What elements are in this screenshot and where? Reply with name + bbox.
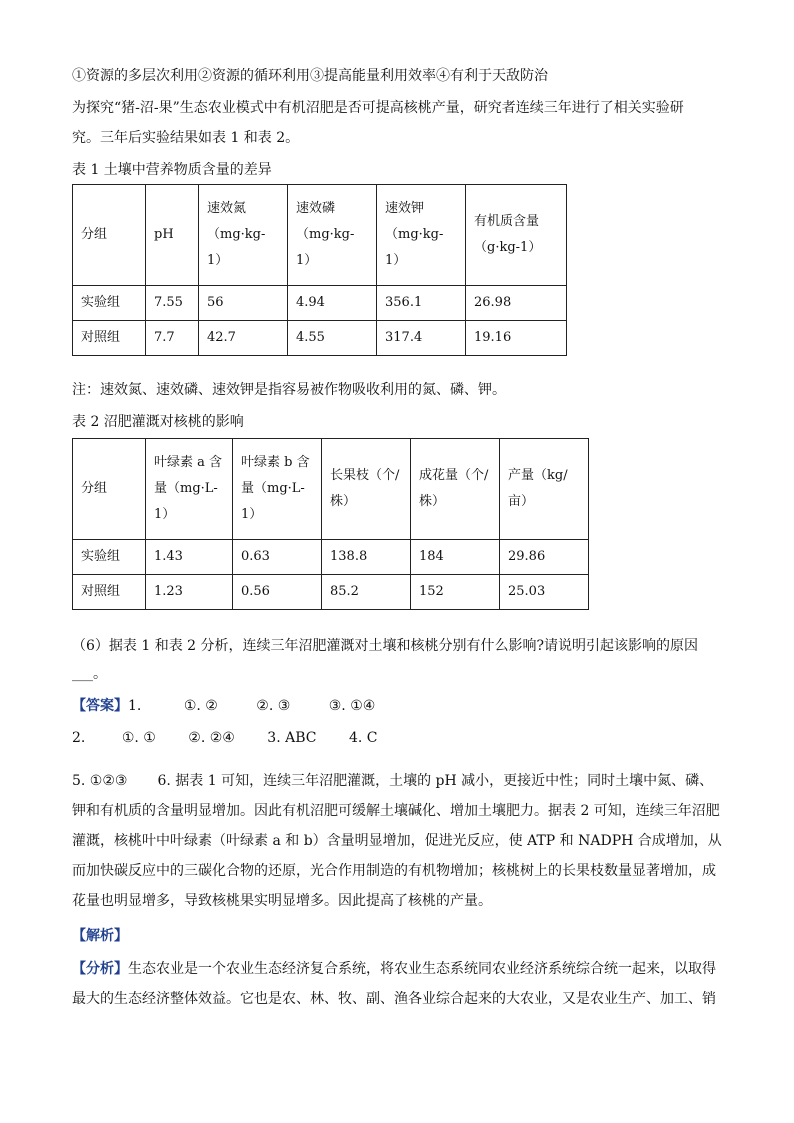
table2-header-cell: 分组 <box>73 439 146 540</box>
table2-cell: 0.63 <box>233 540 322 575</box>
table2-cell: 184 <box>411 540 500 575</box>
answer-item: ①. ① <box>121 730 156 746</box>
answer-item: ①. ② <box>183 698 218 714</box>
table1-header-cell: 速效磷（mg·kg-1） <box>288 185 377 286</box>
table1-cell: 实验组 <box>73 286 146 321</box>
table1-note: 注：速效氮、速效磷、速效钾是指容易被作物吸收利用的氮、磷、钾。 <box>72 382 506 398</box>
answer-block <box>72 766 722 916</box>
analysis-label <box>72 926 128 946</box>
table2-cell: 0.56 <box>233 575 322 610</box>
table2-cell: 29.86 <box>500 540 589 575</box>
table2-cell: 138.8 <box>322 540 411 575</box>
table1-caption: 表 1 土壤中营养物质含量的差异 <box>72 162 272 178</box>
analysis-text: 生态农业是一个农业生态经济复合系统，将农业生态系统同农业经济系统综合统一起来，以取得最大的生态经济整体效益。它也是农、林、牧、副、渔各业综合起来的大农业，又是农业生产、加工、销 <box>72 961 716 1007</box>
table2 <box>72 438 589 610</box>
table1-header-cell: 速效氮（mg·kg-1） <box>199 185 288 286</box>
answer-item: ②. ③ <box>256 698 291 714</box>
table1-cell: 7.55 <box>146 286 199 321</box>
table2-header-cell: 产量（kg/亩） <box>500 439 589 540</box>
table-row <box>73 540 589 575</box>
table1-header-row <box>73 185 567 286</box>
table1-header-cell: 速效钾（mg·kg-1） <box>377 185 466 286</box>
answer-item: 3. ABC <box>267 730 317 746</box>
answer-item-6: 6. 据表 1 可知，连续三年沼肥灌溉，土壤的 pH 减小，更接近中性；同时土壤中氮、磷、钾和有机质的含量明显增加。因此有机沼肥可缓解土壤碱化、增加土壤肥力。据表 2 可知，连续三年沼肥灌溉，核桃叶中叶绿素（叶绿素 a 和 b）含量明显增加，促进光反应，使 ATP 和 NADPH 合成增加，从而加快碳反应中的三碳化合物的还原，光合作用制造的有机物增加；核桃树上的长果枝数量显著增加，成花量也明显增多，导致核桃果实明显增多。因此提高了核桃的产量。 <box>72 773 722 909</box>
table2-header-row <box>73 439 589 540</box>
table1-cell: 317.4 <box>377 321 466 356</box>
table2-cell: 25.03 <box>500 575 589 610</box>
table1-cell: 356.1 <box>377 286 466 321</box>
table-row <box>73 321 567 356</box>
answer-item: 4. C <box>348 730 378 746</box>
table1-header-cell: pH <box>146 185 199 286</box>
table2-cell: 1.23 <box>146 575 233 610</box>
table2-cell: 实验组 <box>73 540 146 575</box>
answer-item: ②. ②④ <box>188 730 235 746</box>
intro-options: ①资源的多层次利用②资源的循环利用③提高能量利用效率④有利于天敌防治 <box>72 68 548 84</box>
table2-header-cell: 叶绿素 a 含量（mg·L-1） <box>146 439 233 540</box>
answer-item: 2. <box>72 730 86 746</box>
table1-cell: 19.16 <box>466 321 567 356</box>
analysis-section-label: 【分析】 <box>72 961 128 977</box>
table1-cell: 26.98 <box>466 286 567 321</box>
table2-header-cell: 叶绿素 b 含量（mg·L-1） <box>233 439 322 540</box>
intro-paragraph-line-1: 为探究“猪-沼-果”生态农业模式中有机沼肥是否可提高核桃产量，研究者连续三年进行了相关实验研 <box>72 100 684 116</box>
answer-item: ③. ①④ <box>328 698 376 714</box>
table2-cell: 对照组 <box>73 575 146 610</box>
answer-line-2 <box>72 728 377 748</box>
question-6-line-1: （6）据表 1 和表 2 分析，连续三年沼肥灌溉对土壤和核桃分别有什么影响?请说明引起该影响的原因 <box>72 638 699 654</box>
table1-cell: 42.7 <box>199 321 288 356</box>
table2-cell: 85.2 <box>322 575 411 610</box>
answer-line-1 <box>72 696 375 716</box>
table2-cell: 1.43 <box>146 540 233 575</box>
answer-item-5: 5. ①②③ <box>72 773 128 789</box>
table1-cell: 对照组 <box>73 321 146 356</box>
table1-header-cell: 分组 <box>73 185 146 286</box>
question-6-line-2: ___。 <box>72 666 107 682</box>
table1-cell: 7.7 <box>146 321 199 356</box>
table1-cell: 56 <box>199 286 288 321</box>
table2-cell: 152 <box>411 575 500 610</box>
table1-cell: 4.55 <box>288 321 377 356</box>
table-row <box>73 575 589 610</box>
answer-item: 1. <box>128 698 142 714</box>
table1 <box>72 184 567 356</box>
table2-header-cell: 成花量（个/株） <box>411 439 500 540</box>
table-row <box>73 286 567 321</box>
analysis-block <box>72 954 722 1014</box>
intro-paragraph-line-2: 究。三年后实验结果如表 1 和表 2。 <box>72 130 300 146</box>
analysis-heading: 【解析】 <box>72 928 128 944</box>
table1-cell: 4.94 <box>288 286 377 321</box>
table2-header-cell: 长果枝（个/株） <box>322 439 411 540</box>
answer-label: 【答案】 <box>72 698 128 714</box>
table1-header-cell: 有机质含量（g·kg-1） <box>466 185 567 286</box>
table2-caption: 表 2 沼肥灌溉对核桃的影响 <box>72 414 244 430</box>
